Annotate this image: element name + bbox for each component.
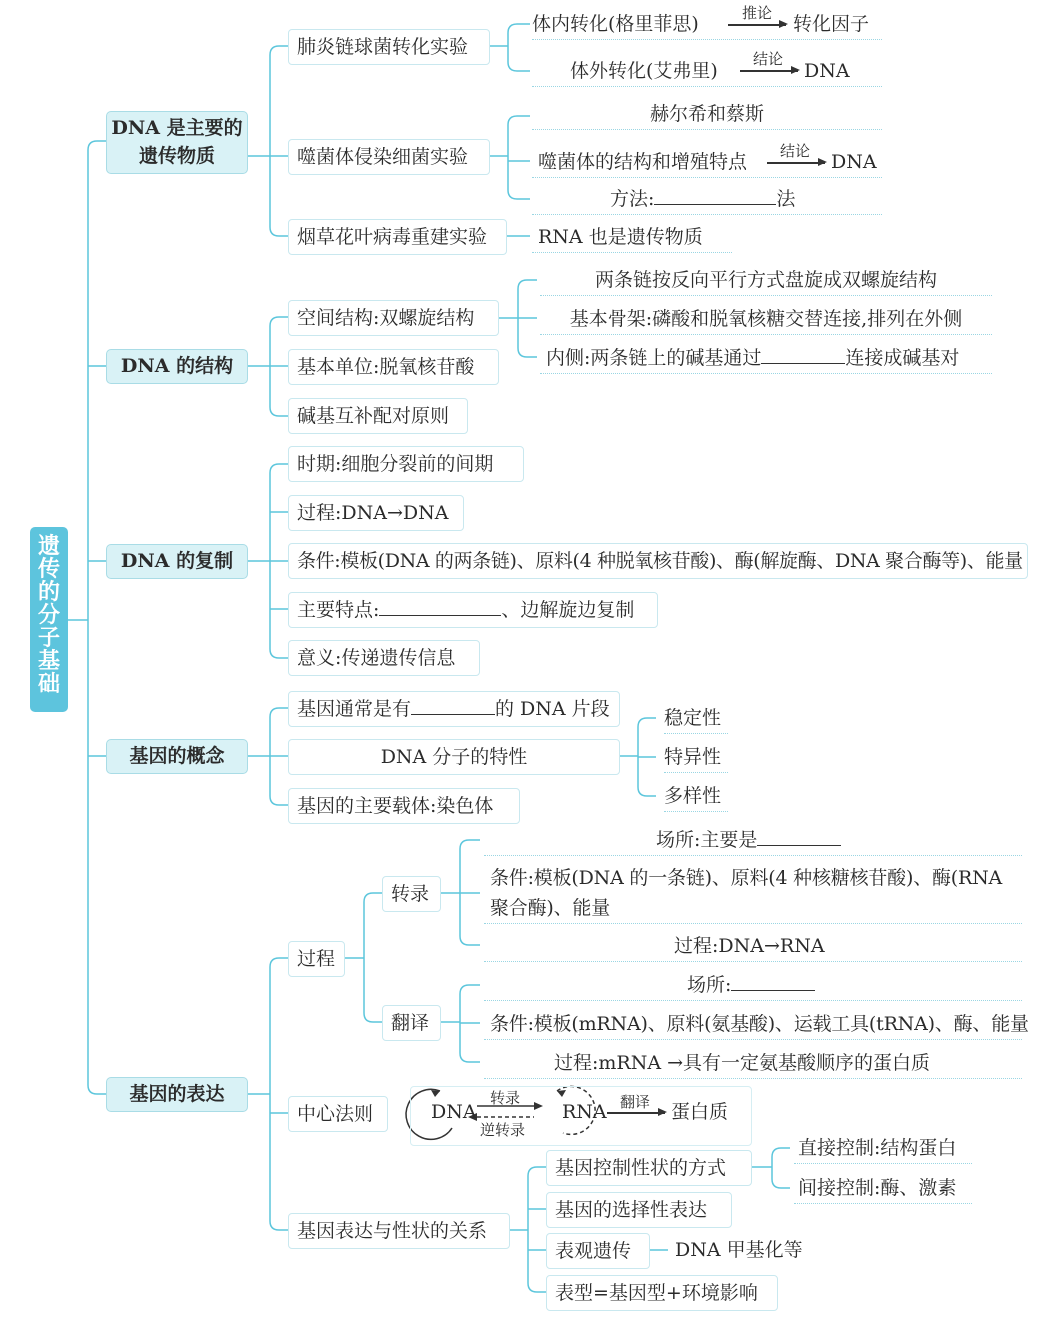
translation-conditions: 条件:模板(mRNA)、原料(氨基酸)、运载工具(tRNA)、酶、能量: [484, 1009, 1022, 1040]
selective-expression: 基因的选择性表达: [546, 1192, 732, 1228]
base-pairing-principle: 碱基互补配对原则: [288, 398, 468, 434]
section-gene-concept: 基因的概念: [106, 739, 248, 774]
infer-arrow: [728, 24, 786, 26]
blank-replication-feature[interactable]: [379, 614, 501, 616]
epigenetics: 表观遗传: [546, 1233, 650, 1269]
transcription-site: 场所:主要是: [484, 825, 1022, 856]
label-reverse-transcription: 逆转录: [480, 1121, 526, 1139]
antiparallel-double-helix: 两条链按反向平行方式盘旋成双螺旋结构: [540, 265, 992, 296]
hershey-chase: 赫尔希和蔡斯: [532, 99, 882, 130]
section-title-line1: DNA 是主要的: [111, 116, 243, 139]
replication-process: 过程:DNA→DNA: [288, 495, 464, 531]
replication-period: 时期:细胞分裂前的间期: [288, 446, 524, 482]
gene-definition: 基因通常是有 的 DNA 片段: [288, 691, 620, 727]
label-translation: 翻译: [620, 1093, 651, 1111]
basic-skeleton: 基本骨架:磷酸和脱氧核糖交替连接,排列在外侧: [540, 304, 992, 335]
conclusion-arrow: [740, 70, 798, 72]
blank-bond[interactable]: [761, 362, 845, 364]
dna-properties: DNA 分子的特性: [288, 739, 620, 775]
in-vitro-result-dna: DNA: [804, 60, 850, 82]
section-gene-expression: 基因的表达: [106, 1077, 248, 1112]
transcription-process: 过程:DNA→RNA: [484, 931, 1022, 962]
property-diversity: 多样性: [664, 781, 728, 812]
dogma-dna: DNA: [431, 1101, 477, 1123]
transcription: 转录: [382, 876, 441, 912]
translation-site: 场所:: [484, 970, 1022, 1001]
translation: 翻译: [382, 1005, 441, 1041]
replication-meaning: 意义:传递遗传信息: [288, 640, 480, 676]
arrow-label-conclusion-2: 结论: [780, 142, 811, 160]
section-dna-structure: DNA 的结构: [106, 349, 248, 384]
property-specificity: 特异性: [664, 742, 728, 773]
transcription-conditions: 条件:模板(DNA 的一条链)、原料(4 种核糖核苷酸)、酶(RNA 聚合酶)、能量: [484, 863, 1022, 924]
phage-result-dna: DNA: [831, 151, 877, 173]
dna-methylation: DNA 甲基化等: [675, 1239, 803, 1261]
translation-process: 过程:mRNA →具有一定氨基酸顺序的蛋白质: [484, 1048, 1022, 1079]
label-transcription: 转录: [490, 1089, 521, 1107]
base-pair-fill-blank: 内侧:两条链上的碱基通过 连接成碱基对: [540, 343, 992, 374]
section-dna-replication: DNA 的复制: [106, 544, 248, 579]
expression-trait-relation: 基因表达与性状的关系: [288, 1213, 510, 1249]
control-ways: 基因控制性状的方式: [546, 1150, 752, 1186]
phage-experiment: 噬菌体侵染细菌实验: [288, 139, 490, 175]
phenotype-formula: 表型=基因型+环境影响: [546, 1275, 778, 1311]
in-vitro-transformation: 体外转化(艾弗里): [532, 56, 882, 87]
spatial-structure: 空间结构:双螺旋结构: [288, 300, 499, 336]
central-dogma: 中心法则: [288, 1096, 388, 1132]
dogma-protein: 蛋白质: [671, 1101, 729, 1123]
blank-gene-definition[interactable]: [411, 713, 495, 715]
direct-control: 直接控制:结构蛋白: [794, 1133, 972, 1164]
indirect-control: 间接控制:酶、激素: [794, 1173, 972, 1204]
expression-process: 过程: [288, 941, 345, 977]
translation-arrow: [607, 1112, 665, 1114]
conclusion-arrow-2: [767, 162, 825, 164]
blank-method[interactable]: [654, 203, 776, 205]
basic-unit: 基本单位:脱氧核苷酸: [288, 349, 499, 385]
section-dna-genetic-material: [106, 111, 248, 174]
pneumonia-experiment: 肺炎链球菌转化实验: [288, 29, 490, 65]
rna-genetic-material: RNA 也是遗传物质: [532, 222, 732, 253]
replication-conditions: 条件:模板(DNA 的两条链)、原料(4 种脱氧核苷酸)、酶(解旋酶、DNA 聚合酶等)、能量: [288, 543, 1028, 579]
blank-translation-site[interactable]: [731, 989, 815, 991]
property-stability: 稳定性: [664, 703, 728, 734]
section-title-line2: 遗传物质: [138, 144, 215, 167]
transforming-factor: 转化因子: [793, 13, 870, 35]
replication-feature: 主要特点: 、边解旋边复制: [288, 592, 658, 628]
gene-carrier: 基因的主要载体:染色体: [288, 788, 520, 824]
phage-features: 噬菌体的结构和增殖特点: [532, 147, 882, 178]
arrow-label-conclusion: 结论: [753, 50, 784, 68]
blank-transcription-site[interactable]: [757, 844, 841, 846]
method-fill-blank: 方法: 法: [532, 184, 882, 215]
arrow-label-infer: 推论: [742, 4, 773, 22]
root-topic: 遗传的分子基础: [30, 527, 68, 712]
tmv-experiment: 烟草花叶病毒重建实验: [288, 219, 507, 255]
in-vivo-transformation: 体内转化(格里菲思): [532, 9, 882, 40]
dogma-rna: RNA: [562, 1101, 607, 1123]
